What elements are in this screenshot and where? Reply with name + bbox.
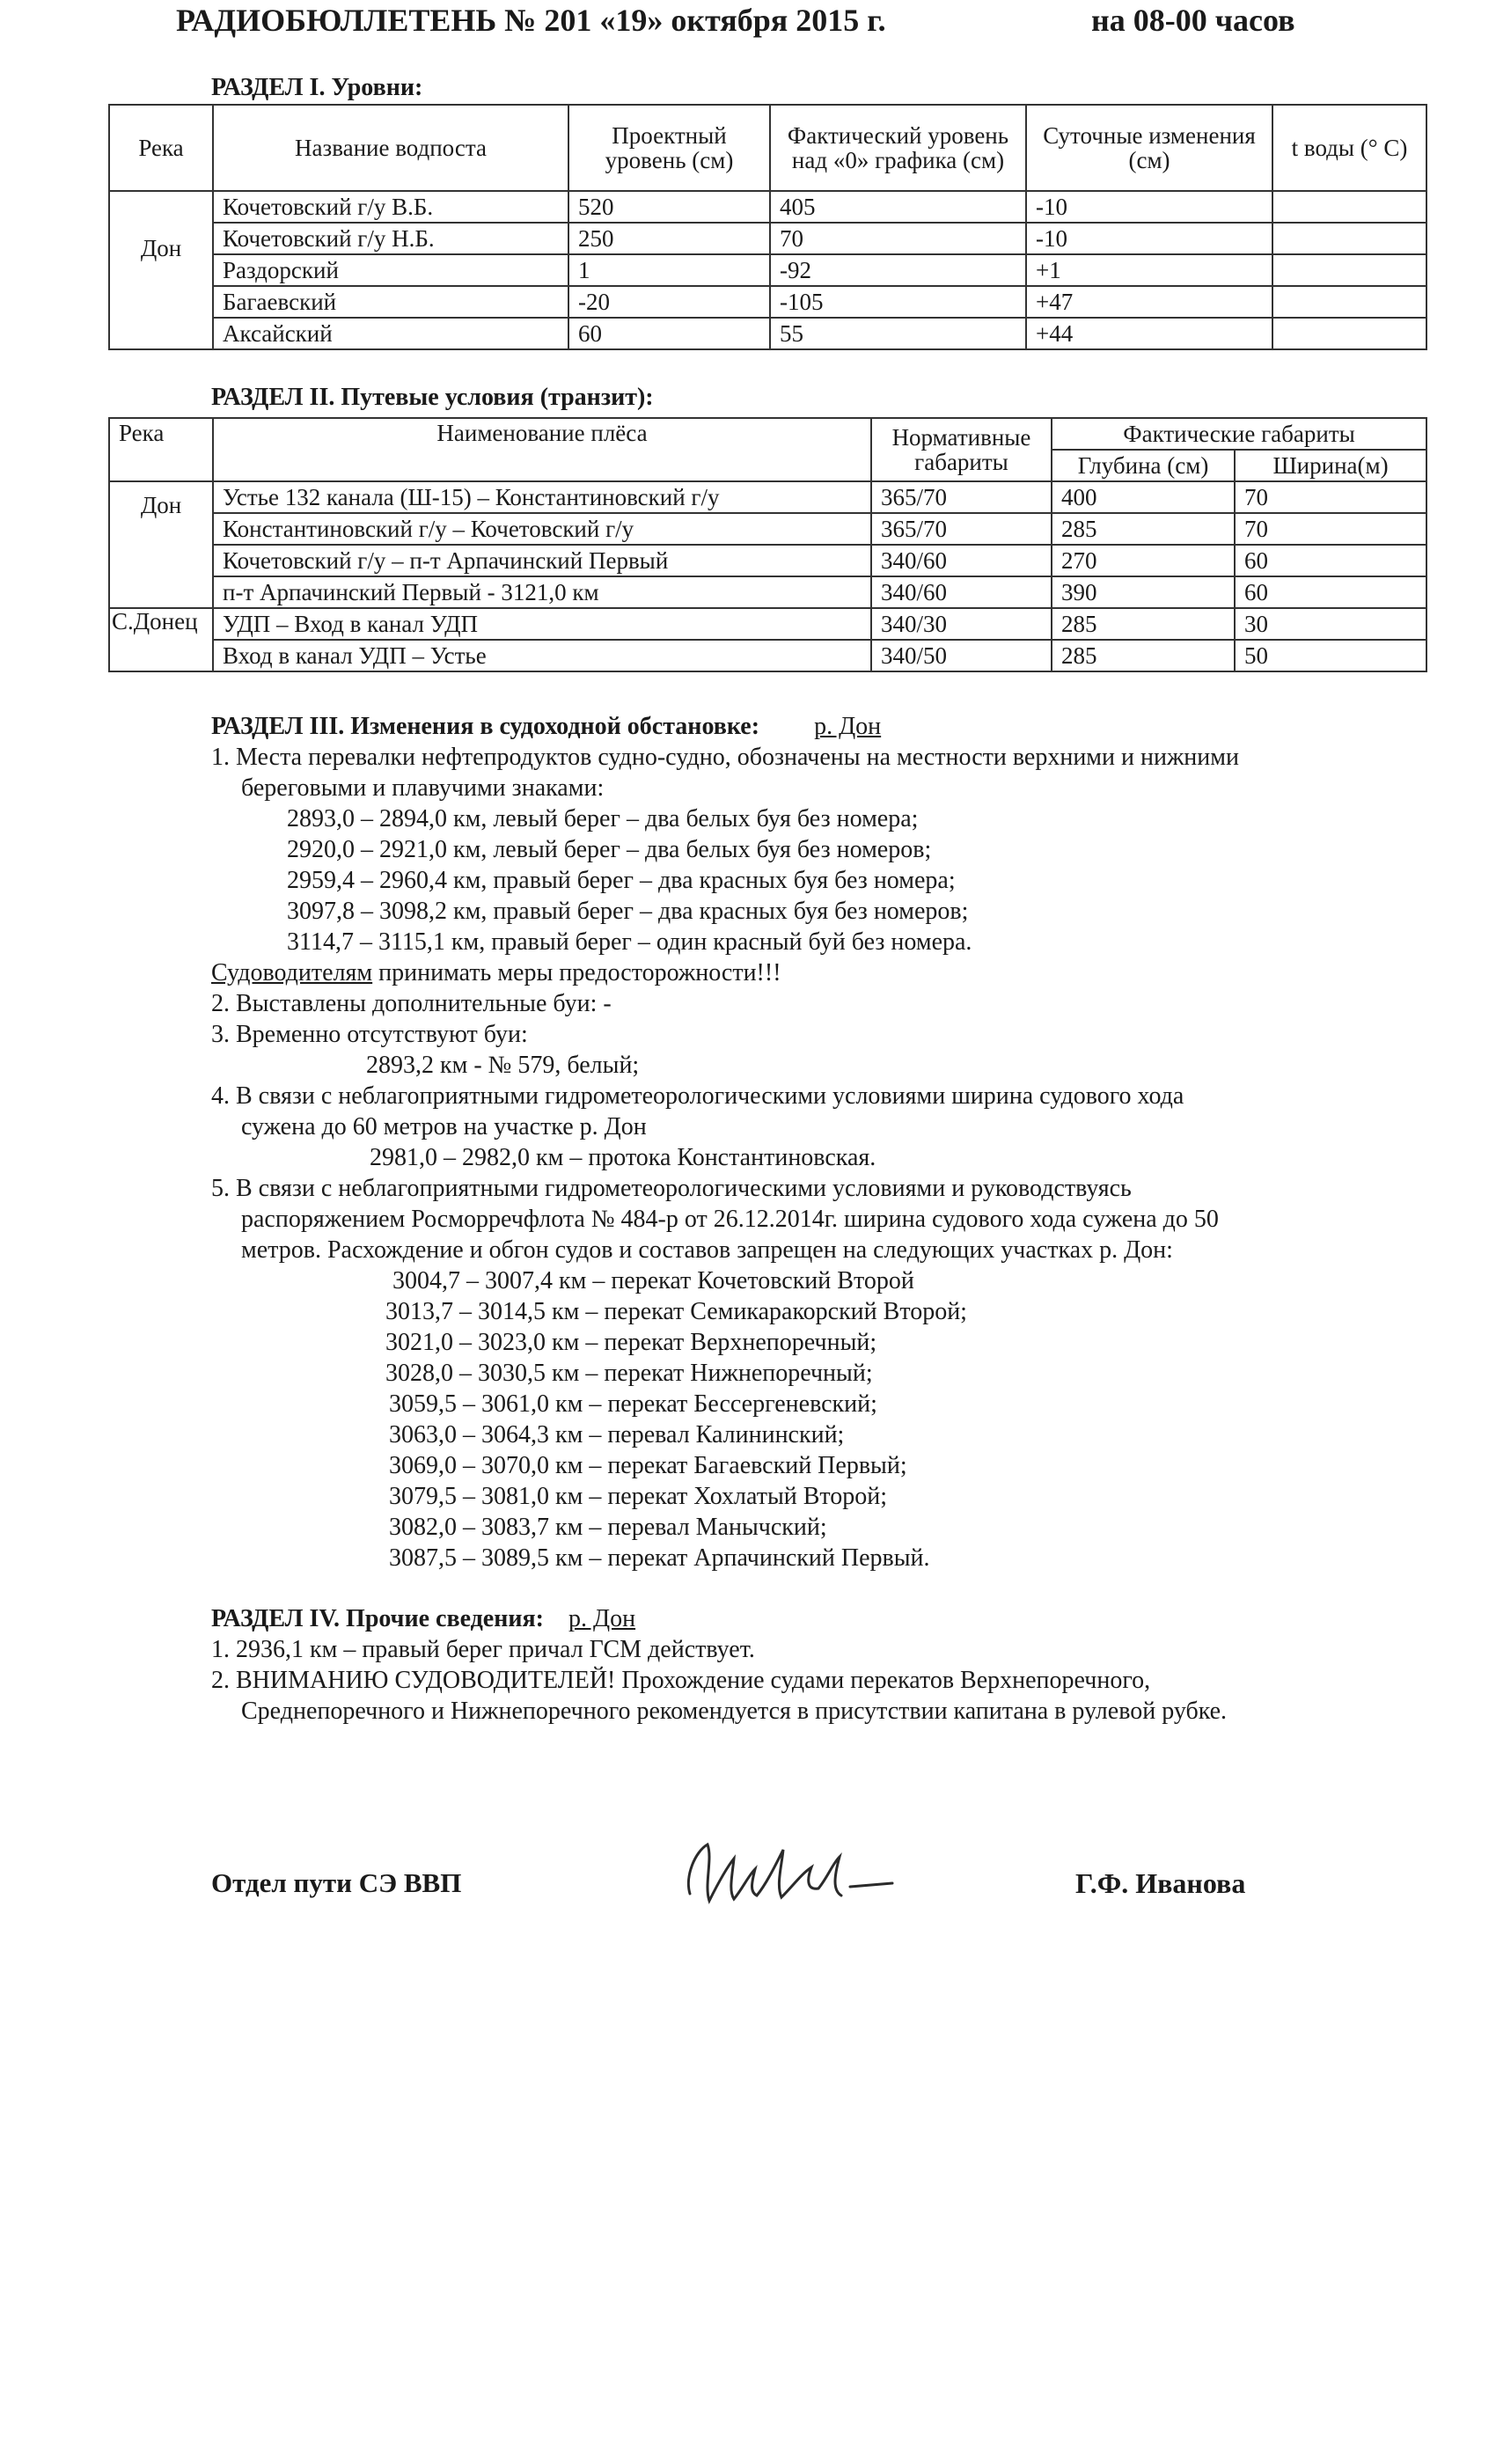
actual-cell: 405 [770,191,1026,223]
col-river: Река [109,418,213,481]
project-cell: 1 [568,254,770,286]
table-row [109,286,1426,318]
section4-item1: 1. 2936,1 км – правый берег причал ГСМ действует. [211,1636,755,1663]
list-item: 3079,5 – 3081,0 км – перекат Хохлатый Второй; [389,1483,888,1510]
col-stretch-name: Наименование плёса [213,418,871,481]
col-project-level: Проектный уровень (см) [568,105,770,191]
project-cell: 250 [568,223,770,254]
list-item: 2920,0 – 2921,0 км, левый берег – два белых буя без номеров; [287,836,932,863]
depth-cell: 400 [1052,481,1235,513]
item4-line1: 4. В связи с неблагоприятными гидрометеорологическими условиями ширина судового хода [211,1082,1184,1110]
change-cell: +44 [1026,318,1272,349]
width-cell: 30 [1235,608,1426,640]
section3-heading: РАЗДЕЛ III. Изменения в судоходной обстановке: [211,713,760,740]
col-depth: Глубина (см) [1052,450,1235,481]
item5-line3: метров. Расхождение и обгон судов и составов запрещен на следующих участках р. Дон: [241,1236,1173,1264]
post-cell: Багаевский [213,286,568,318]
change-cell: +1 [1026,254,1272,286]
width-cell: 60 [1235,576,1426,608]
levels-table [108,104,1427,350]
actual-cell: -105 [770,286,1026,318]
temp-cell [1272,318,1426,349]
post-cell: Кочетовский г/у В.Б. [213,191,568,223]
list-item: 3013,7 – 3014,5 км – перекат Семикаракорский Второй; [385,1298,967,1325]
table-row [109,608,1426,640]
actual-cell: -92 [770,254,1026,286]
river-cell: С.Донец [109,608,213,671]
list-item: 3004,7 – 3007,4 км – перекат Кочетовский Второй [392,1267,914,1294]
col-width: Ширина(м) [1235,450,1426,481]
col-actual-level: Фактический уровень над «0» графика (см) [770,105,1026,191]
table-row [109,223,1426,254]
list-item: 3097,8 – 3098,2 км, правый берег – два красных буя без номеров; [287,898,969,925]
river-cell: Дон [109,481,213,608]
handwritten-signature [678,1832,906,1920]
stretch-cell: УДП – Вход в канал УДП [213,608,871,640]
caution-underlined: Судоводителям [211,959,373,986]
section4-item2-line2: Среднепоречного и Нижнепоречного рекомендуется в присутствии капитана в рулевой рубке. [241,1698,1228,1725]
list-item: 3114,7 – 3115,1 км, правый берег – один красный буй без номера. [287,928,972,956]
width-cell: 70 [1235,481,1426,513]
depth-cell: 270 [1052,545,1235,576]
norm-cell: 340/50 [871,640,1052,671]
width-cell: 60 [1235,545,1426,576]
table-row [109,481,1426,513]
table-row [109,545,1426,576]
col-norm-dimensions: Нормативные габариты [871,418,1052,481]
table-row [109,640,1426,671]
section4-item2-line1: 2. ВНИМАНИЮ СУДОВОДИТЕЛЕЙ! Прохождение судами перекатов Верхнепоречного, [211,1667,1151,1694]
temp-cell [1272,254,1426,286]
signer-name: Г.Ф. Иванова [1075,1867,1246,1899]
stretch-cell: Кочетовский г/у – п-т Арпачинский Первый [213,545,871,576]
caution-rest: принимать меры предосторожности!!! [372,959,781,986]
col-water-temp: t воды (° С) [1272,105,1426,191]
temp-cell [1272,286,1426,318]
col-river: Река [109,105,213,191]
width-cell: 50 [1235,640,1426,671]
table-row [109,318,1426,349]
list-item: 3082,0 – 3083,7 км – перевал Манычский; [389,1514,827,1541]
section4 [211,1603,1227,1727]
change-cell: -10 [1026,223,1272,254]
section2-heading: РАЗДЕЛ II. Путевые условия (транзит): [211,384,654,411]
item2-line: 2. Выставлены дополнительные буи: - [211,990,612,1017]
col-post-name: Название водпоста [213,105,568,191]
norm-cell: 340/60 [871,576,1052,608]
transit-table [108,417,1427,672]
list-item: 3069,0 – 3070,0 км – перекат Багаевский Первый; [389,1452,907,1479]
actual-cell: 70 [770,223,1026,254]
temp-cell [1272,223,1426,254]
post-cell: Раздорский [213,254,568,286]
item5-line2: распоряжением Росморречфлота № 484-р от 26.12.2014г. ширина судового хода сужена до 50 [241,1206,1219,1233]
river-cell: Дон [109,191,213,349]
depth-cell: 390 [1052,576,1235,608]
col-daily-change: Суточные изменения (см) [1026,105,1272,191]
list-item: 2893,0 – 2894,0 км, левый берег – два белых буя без номера; [287,805,919,832]
list-item: 3087,5 – 3089,5 км – перекат Арпачинский Первый. [389,1544,930,1572]
bulletin-time: на 08-00 часов [1091,3,1295,38]
section4-heading: РАЗДЕЛ IV. Прочие сведения: [211,1605,544,1632]
change-cell: +47 [1026,286,1272,318]
item5-line1: 5. В связи с неблагоприятными гидрометеорологическими условиями и руководствуясь [211,1175,1132,1202]
levels-header-row [109,105,1426,191]
section4-heading-line [211,1603,1227,1634]
depth-cell: 285 [1052,513,1235,545]
item3-detail: 2893,2 км - № 579, белый; [366,1052,640,1079]
stretch-cell: Константиновский г/у – Кочетовский г/у [213,513,871,545]
list-item: 3028,0 – 3030,5 км – перекат Нижнепоречный; [385,1360,873,1387]
bulletin-header [176,0,1320,46]
item4-detail: 2981,0 – 2982,0 км – протока Константиновская. [370,1144,876,1171]
norm-cell: 365/70 [871,513,1052,545]
stretch-cell: Вход в канал УДП – Устье [213,640,871,671]
project-cell: -20 [568,286,770,318]
table-row [109,576,1426,608]
list-item: 3063,0 – 3064,3 км – перевал Калининский; [389,1421,845,1448]
department-name: Отдел пути СЭ ВВП [211,1867,462,1898]
item1-line1: 1. Места перевалки нефтепродуктов судно-судно, обозначены на местности верхними и нижними [211,744,1239,771]
caution-line [211,957,1239,988]
post-cell: Кочетовский г/у Н.Б. [213,223,568,254]
post-cell: Аксайский [213,318,568,349]
list-item: 3021,0 – 3023,0 км – перекат Верхнепоречный; [385,1329,877,1356]
norm-cell: 365/70 [871,481,1052,513]
item1-line2: береговыми и плавучими знаками: [241,774,605,802]
temp-cell [1272,191,1426,223]
section1-heading: РАЗДЕЛ I. Уровни: [211,74,423,101]
actual-cell: 55 [770,318,1026,349]
table-row [109,254,1426,286]
project-cell: 60 [568,318,770,349]
norm-cell: 340/30 [871,608,1052,640]
list-item: 2959,4 – 2960,4 км, правый берег – два красных буя без номера; [287,867,956,894]
section3-heading-line [211,711,1239,742]
transit-header-row-1 [109,418,1426,450]
norm-cell: 340/60 [871,545,1052,576]
depth-cell: 285 [1052,608,1235,640]
section3-river: р. Дон [814,713,882,740]
change-cell: -10 [1026,191,1272,223]
table-row [109,191,1426,223]
item4-line2: сужена до 60 метров на участке р. Дон [241,1113,647,1140]
list-item: 3059,5 – 3061,0 км – перекат Бессергеневский; [389,1390,877,1418]
stretch-cell: Устье 132 канала (Ш-15) – Константиновский г/у [213,481,871,513]
width-cell: 70 [1235,513,1426,545]
bulletin-title: РАДИОБЮЛЛЕТЕНЬ № 201 «19» октября 2015 г. [176,3,886,38]
section3 [211,711,1239,1573]
item3-line: 3. Временно отсутствуют буи: [211,1021,528,1048]
project-cell: 520 [568,191,770,223]
stretch-cell: п-т Арпачинский Первый - 3121,0 км [213,576,871,608]
table-row [109,513,1426,545]
section4-river: р. Дон [568,1605,636,1632]
depth-cell: 285 [1052,640,1235,671]
col-actual-dimensions: Фактические габариты [1052,418,1426,450]
